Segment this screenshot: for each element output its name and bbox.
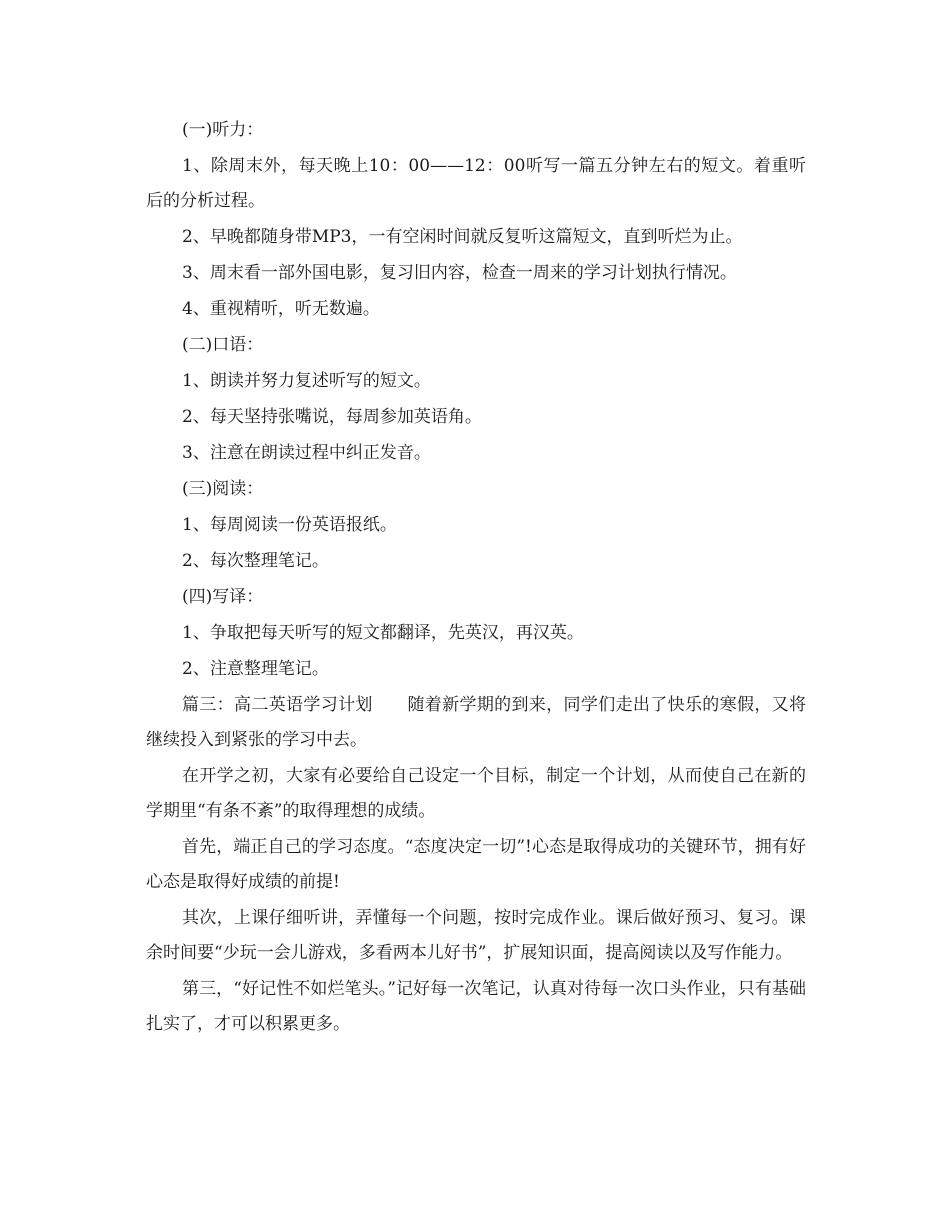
paragraph: 1、争取把每天听写的短文都翻译，先英汉，再汉英。 — [182, 623, 584, 643]
section-heading-writing: (四)写译： — [182, 587, 264, 607]
paragraph: 3、周末看一部外国电影，复习旧内容，检查一周来的学习计划执行情况。 — [182, 263, 737, 283]
paragraph: 2、注意整理笔记。 — [182, 659, 329, 679]
paragraph: 3、注意在朗读过程中纠正发音。 — [182, 443, 431, 463]
paragraph: 1、每周阅读一份英语报纸。 — [182, 515, 397, 535]
paragraph: 2、每次整理笔记。 — [182, 551, 329, 571]
document-body — [146, 113, 806, 1043]
paragraph: 1、除周末外，每天晚上10：00——12：00听写一篇五分钟左右的短文。着重听后的分析过程。 — [146, 156, 806, 211]
paragraph: 4、重视精听，听无数遍。 — [182, 299, 380, 319]
paragraph: 首先，端正自己的学习态度。“态度决定一切”!心态是取得成功的关键环节，拥有好心态是取得好成绩的前提! — [146, 837, 806, 892]
section-heading-reading: (三)阅读： — [182, 479, 264, 499]
paragraph: 2、早晚都随身带MP3，一有空闲时间就反复听这篇短文，直到听烂为止。 — [182, 227, 743, 247]
section-heading-speaking: (二)口语： — [182, 335, 264, 355]
paragraph: 在开学之初，大家有必要给自己设定一个目标，制定一个计划，从而使自己在新的学期里“有条不紊”的取得理想的成绩。 — [146, 766, 806, 821]
paragraph: 1、朗读并努力复述听写的短文。 — [182, 371, 431, 391]
paragraph: 其次，上课仔细听讲，弄懂每一个问题，按时完成作业。课后做好预习、复习。课余时间要“少玩一会儿游戏，多看两本儿好书”，扩展知识面，提高阅读以及写作能力。 — [146, 908, 806, 963]
section-heading-listening: (一)听力： — [182, 120, 264, 140]
paragraph: 2、每天坚持张嘴说，每周参加英语角。 — [182, 407, 482, 427]
article-title-paragraph: 篇三：高二英语学习计划 随着新学期的到来，同学们走出了快乐的寒假，又将继续投入到紧张的学习中去。 — [146, 695, 806, 750]
paragraph: 第三，“好记性不如烂笔头。”记好每一次笔记，认真对待每一次口头作业，只有基础扎实了，才可以积累更多。 — [146, 979, 806, 1034]
